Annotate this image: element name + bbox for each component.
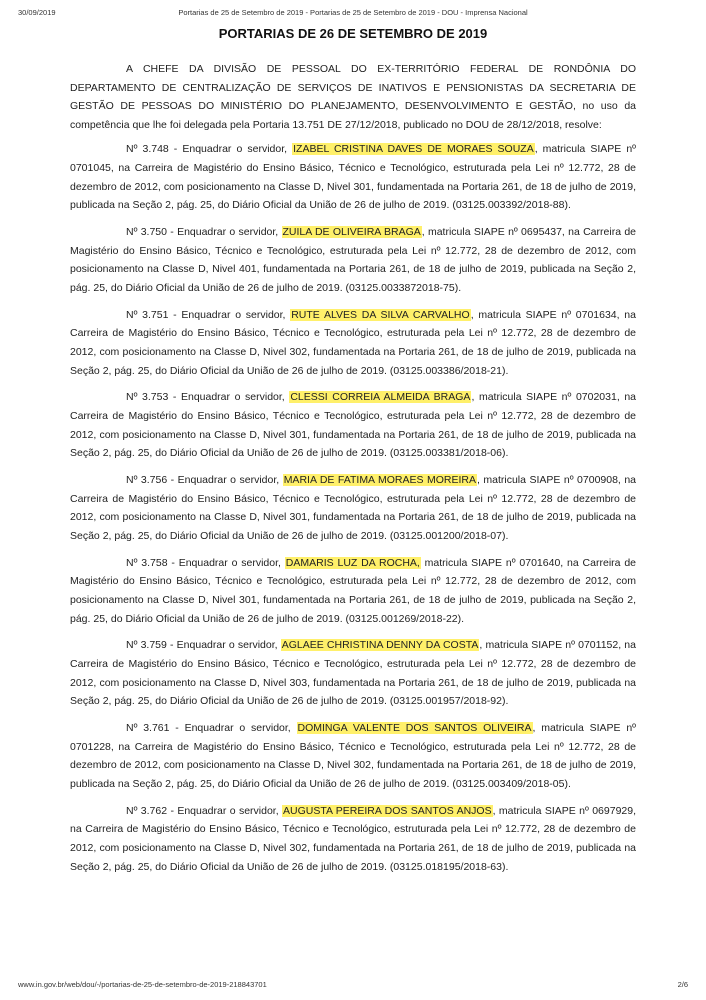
print-document-title: Portarias de 25 de Setembro de 2019 - Portarias de 25 de Setembro de 2019 - DOU - Imprensa Nacional	[178, 8, 528, 17]
portaria-details: , matricula SIAPE nº 0697929, na Carreira de Magistério do Ensino Básico, Técnico e Tecnológico, estruturada pela Lei nº 12.772, 28 de dezembro de 2012, com posicionamento na Classe D, Nivel 302, fundamentada na Portaria 261, de 18 de julho de 2019, publicada na Seção 2, pág. 25, do Diário Oficial da União de 26 de julho de 2019. (03125.018195/2018-63).	[70, 804, 637, 873]
servidor-name-highlight: RUTE ALVES DA SILVA CARVALHO	[291, 308, 470, 321]
portaria-paragraph	[70, 388, 636, 462]
portaria-prefix: Nº 3.751 - Enquadrar o servidor,	[126, 308, 291, 321]
servidor-name-highlight: CLESSI CORREIA ALMEIDA BRAGA	[290, 391, 471, 404]
portaria-paragraph	[70, 471, 636, 545]
portaria-details: matricula SIAPE nº 0701640, na Carreira de Magistério do Ensino Básico, Técnico e Tecnológico, estruturada pela Lei nº 12.772, 28 de dezembro de 2012, com posicionamento na Classe D, Nivel 301, fundamentada na Portaria 261, de 18 de julho de 2019, publicada na Seção 2, pág. 25, do Diário Oficial da União de 26 de julho de 2019. (03125.001269/2018-22).	[70, 556, 637, 625]
portaria-prefix: Nº 3.759 - Enquadrar o servidor,	[126, 639, 281, 652]
page-title: PORTARIAS DE 26 DE SETEMBRO DE 2019	[218, 26, 488, 41]
portaria-prefix: Nº 3.758 - Enquadrar o servidor,	[126, 556, 285, 569]
portaria-details: , matricula SIAPE nº 0701152, na Carreira de Magistério do Ensino Básico, Técnico e Tecnológico, estruturada pela Lei nº 12.772, 28 de dezembro de 2012, com posicionamento na Classe D, Nivel 303, fundamentada na Portaria 261, de 18 de julho de 2019, publicada na Seção 2, pág. 25, do Diário Oficial da União de 26 de julho de 2019. (03125.001957/2018-92).	[70, 639, 636, 708]
portaria-paragraph	[70, 140, 636, 214]
page-number: 2/6	[677, 980, 688, 989]
portaria-prefix: Nº 3.761 - Enquadrar o servidor,	[126, 722, 297, 735]
print-date: 30/09/2019	[18, 8, 56, 17]
portaria-paragraph	[70, 223, 636, 297]
document-body	[70, 60, 636, 884]
portaria-paragraph	[70, 636, 636, 710]
servidor-name-highlight: MARIA DE FATIMA MORAES MOREIRA	[283, 474, 476, 487]
portaria-paragraph	[70, 306, 636, 380]
portaria-details: , matricula SIAPE nº 0702031, na Carreira de Magistério do Ensino Básico, Técnico e Tecnológico, estruturada pela Lei nº 12.772, 28 de dezembro de 2012, com posicionamento na Classe D, Nivel 301, fundamentada na Portaria 261, de 18 de julho de 2019, publicada na Seção 2, pág. 25, do Diário Oficial da União de 26 de julho de 2019. (03125.003381/2018-06).	[70, 391, 637, 460]
portaria-prefix: Nº 3.750 - Enquadrar o servidor,	[126, 226, 282, 239]
portaria-prefix: Nº 3.753 - Enquadrar o servidor,	[126, 391, 290, 404]
portaria-details: , matricula SIAPE nº 0700908, na Carreira de Magistério do Ensino Básico, Técnico e Tecnológico, estruturada pela Lei nº 12.772, 28 de dezembro de 2012, com posicionamento na Classe D, Nivel 301, fundamentada na Portaria 261, de 18 de julho de 2019, publicada na Seção 2, pág. 25, do Diário Oficial da União de 26 de julho de 2019. (03125.001200/2018-07).	[70, 474, 637, 542]
portaria-details: , matricula SIAPE nº 0701634, na Carreira de Magistério do Ensino Básico, Técnico e Tecnológico, estruturada pela Lei nº 12.772, 28 de dezembro de 2012, com posicionamento na Classe D, Nivel 302, fundamentada na Portaria 261, de 18 de julho de 2019, publicada na Seção 2, pág. 25, do Diário Oficial da União de 26 de julho de 2019. (03125.003386/2018-21).	[70, 308, 636, 377]
print-url: www.in.gov.br/web/dou/-/portarias-de-25-de-setembro-de-2019-218843701	[18, 980, 267, 989]
servidor-name-highlight: AUGUSTA PEREIRA DOS SANTOS ANJOS	[283, 804, 492, 817]
portaria-details: , matricula SIAPE nº 0701045, na Carreira de Magistério do Ensino Básico, Técnico e Tecnológico, estruturada pela Lei nº 12.772, 28 de dezembro de 2012, com posicionamento na Classe D, Nivel 301, fundamentada na Portaria 261, de 18 de julho de 2019, publicada na Seção 2, pág. 25, do Diário Oficial da União de 26 de julho de 2019. (03125.003392/2018-88).	[70, 143, 636, 212]
intro-paragraph: A CHEFE DA DIVISÃO DE PESSOAL DO EX-TERRITÓRIO FEDERAL DE RONDÔNIA DO DEPARTAMENTO DE CENTRALIZAÇÃO DE SERVIÇOS DE INATIVOS E PENSIONISTAS DA SECRETARIA DE GESTÃO DE PESSOAS DO MINISTÉRIO DO PLANEJAMENTO, DESENVOLVIMENTO E GESTÃO, no uso da competência que lhe foi delegada pela Portaria 13.751 DE 27/12/2018, publicado no DOU de 28/12/2018, resolve:	[70, 63, 636, 131]
servidor-name-highlight: DOMINGA VALENTE DOS SANTOS OLIVEIRA	[297, 722, 532, 735]
portaria-prefix: Nº 3.748 - Enquadrar o servidor,	[126, 143, 293, 156]
servidor-name-highlight: AGLAEE CHRISTINA DENNY DA COSTA	[281, 639, 479, 652]
portaria-paragraph	[70, 802, 636, 876]
portaria-prefix: Nº 3.756 - Enquadrar o servidor,	[126, 474, 283, 487]
portaria-paragraph	[70, 719, 636, 793]
servidor-name-highlight: IZABEL CRISTINA DAVES DE MORAES SOUZA	[293, 143, 534, 156]
servidor-name-highlight: ZUILA DE OLIVEIRA BRAGA	[282, 226, 421, 239]
portaria-details: , matricula SIAPE nº 0695437, na Carreira de Magistério do Ensino Básico, Técnico e Tecnológico, estruturada pela Lei nº 12.772, 28 de dezembro de 2012, com posicionamento na Classe D, Nivel 401, fundamentada na Portaria 261, de 18 de julho de 2019, publicada na Seção 2, pág. 25, do Diário Oficial da União de 26 de julho de 2019. (03125.0033872018-75).	[70, 226, 636, 294]
portaria-details: , matricula SIAPE nº 0701228, na Carreira de Magistério do Ensino Básico, Técnico e Tecnológico, estruturada pela Lei nº 12.772, 28 de dezembro de 2012, com posicionamento na Classe D, Nivel 302, fundamentada na Portaria 261, de 18 de julho de 2019, publicada na Seção 2, pág. 25, do Diário Oficial da União de 26 de julho de 2019. (03125.003409/2018-05).	[70, 722, 636, 790]
servidor-name-highlight: DAMARIS LUZ DA ROCHA,	[285, 556, 420, 569]
portaria-paragraph	[70, 554, 636, 628]
portaria-prefix: Nº 3.762 - Enquadrar o servidor,	[126, 804, 282, 817]
portaria-list	[70, 140, 636, 876]
